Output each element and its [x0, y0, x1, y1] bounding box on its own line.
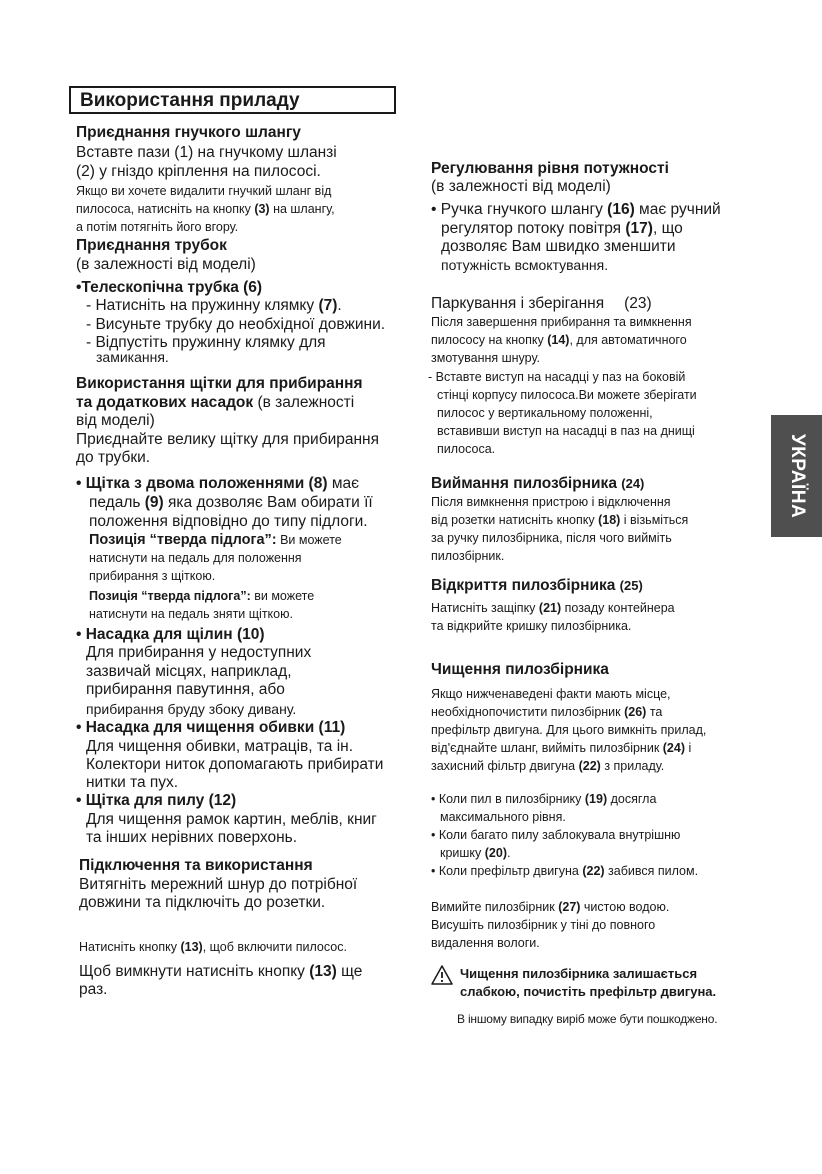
telescopic-step-1: - Натисніть на пружинну клямку (7). — [86, 297, 342, 314]
parking-text-7: вставивши виступ на насадці в паз на днищі — [437, 424, 695, 438]
upholstery-tool-text-1: Для чищення обивки, матраців, та ін. — [86, 738, 354, 755]
power-text-1: • Ручка гнучкого шлангу (16) має ручний — [431, 201, 721, 218]
telescopic-step-3: - Відпустіть пружинну клямку для — [86, 334, 326, 351]
warning-note: В іншому випадку виріб може бути пошкоджено. — [457, 1012, 718, 1026]
clean-bin-text-3: префільтр двигуна. Для цього вимкніть прилад, — [431, 723, 707, 737]
hose-remove-2: пилососа, натисніть на кнопку (3) на шлангу, — [76, 202, 335, 216]
parking-text-6: пилосос у вертикальному положенні, — [437, 406, 653, 420]
remove-bin-text-3: за ручку пилозбірника, після чого вийміть — [431, 531, 672, 545]
parking-text-1: Після завершення прибирання та вимкнення — [431, 315, 692, 329]
two-position-brush-3: положення відповідно до типу підлоги. — [89, 513, 368, 530]
crevice-tool-text-1: Для прибирання у недоступних — [86, 644, 312, 661]
open-bin-text-1: Натисніть защіпку (21) позаду контейнера — [431, 601, 675, 615]
dust-brush-heading: • Щітка для пилу (12) — [76, 792, 237, 809]
hard-floor-text-2: натиснути на педаль для положення — [89, 551, 302, 565]
power-text-3: дозволяє Вам швидко зменшити — [441, 238, 676, 255]
hose-remove-1: Якщо ви хочете видалити гнучкий шланг від — [76, 184, 332, 198]
brush-heading-1: Використання щітки для прибирання — [76, 375, 363, 392]
clean-bin-text-2: необхіднопочистити пилозбірник (26) та — [431, 705, 663, 719]
parking-text-2: пилососу на кнопку (14), для автоматичного — [431, 333, 687, 347]
parking-text-4: - Вставте виступ на насадці у паз на боковій — [428, 370, 686, 384]
condition-2: • Коли багато пилу заблокувала внутрішню — [431, 828, 681, 842]
parking-text-3: змотування шнуру. — [431, 351, 540, 365]
hose-heading: Приєднання гнучкого шлангу — [76, 124, 301, 141]
wash-text-2: Висушіть пилозбірник у тіні до повного — [431, 918, 656, 932]
power-on-instruction: Натисніть кнопку (13), щоб включити пилосос. — [79, 940, 347, 954]
section-title: Використання приладу — [69, 86, 396, 114]
crevice-tool-text-3: прибирання павутиння, або — [86, 681, 285, 698]
tubes-heading: Приєднання трубок — [76, 237, 227, 254]
remove-bin-text-2: від розетки натисніть кнопку (18) і візьміться — [431, 513, 689, 527]
language-tab-label: УКРАЇНА — [786, 433, 808, 519]
crevice-tool-text-2: зазвичай місцях, наприклад, — [86, 663, 292, 680]
soft-floor-position: Позиція “тверда підлога”: ви можете — [89, 589, 315, 603]
condition-3: • Коли префільтр двигуна (22) забився пилом. — [431, 864, 699, 878]
soft-floor-text-2: натиснути на педаль зняти щіткою. — [89, 607, 293, 621]
wash-text-3: видалення вологи. — [431, 936, 540, 950]
clean-bin-heading: Чищення пилозбірника — [431, 661, 609, 678]
hard-floor-position: Позиція “тверда підлога”: Ви можете — [89, 532, 342, 548]
open-bin-heading: Відкриття пилозбірника (25) — [431, 577, 643, 594]
telescopic-step-3b: замикання. — [96, 349, 169, 365]
clean-bin-text-1: Якщо нижченаведені факти мають місце, — [431, 687, 671, 701]
brush-model-note: від моделі) — [76, 412, 155, 429]
power-off-instruction-2: раз. — [79, 981, 108, 998]
two-position-brush-2: педаль (9) яка дозволяє Вам обирати її — [89, 494, 373, 511]
open-bin-text-2: та відкрийте кришку пилозбірника. — [431, 619, 632, 633]
remove-bin-text-1: Після вимкнення пристрою і відключення — [431, 495, 671, 509]
dust-brush-text-2: та інших нерівних поверхонь. — [86, 829, 298, 846]
upholstery-tool-heading: • Насадка для чищення обивки (11) — [76, 719, 346, 736]
parking-text-5: стінці корпусу пилососа.Ви можете зберігати — [437, 388, 697, 402]
warning-text-1: Чищення пилозбірника залишається — [460, 966, 698, 981]
warning-triangle-icon — [431, 965, 453, 985]
wash-text-1: Вимийте пилозбірник (27) чистою водою. — [431, 900, 670, 914]
language-tab — [771, 415, 822, 537]
telescopic-step-2: - Висуньте трубку до необхідної довжини. — [86, 316, 386, 333]
power-text-2: регулятор потоку повітря (17), що — [441, 220, 683, 237]
power-text-4: потужність всмоктування. — [441, 257, 609, 273]
two-position-brush-1: • Щітка з двома положеннями (8) має — [76, 475, 360, 492]
remove-bin-heading: Виймання пилозбірника (24) — [431, 475, 645, 492]
connection-text-2: довжини та підключіть до розетки. — [79, 894, 326, 911]
hose-text-2: (2) у гніздо кріплення на пилососі. — [76, 163, 321, 180]
brush-heading-2: та додаткових насадок (в залежності — [76, 394, 355, 411]
crevice-tool-heading: • Насадка для щілин (10) — [76, 626, 265, 643]
hose-text-1: Вставте пази (1) на гнучкому шланзі — [76, 144, 337, 161]
crevice-tool-text-4: прибирання бруду збоку дивану. — [86, 701, 297, 717]
condition-2b: кришку (20). — [440, 846, 511, 860]
remove-bin-text-4: пилозбірник. — [431, 549, 505, 563]
condition-1b: максимального рівня. — [440, 810, 566, 824]
parking-heading: Паркування і зберігання (23) — [431, 295, 652, 312]
condition-1: • Коли пил в пилозбірнику (19) досягла — [431, 792, 657, 806]
dust-brush-text-1: Для чищення рамок картин, меблів, книг — [86, 811, 377, 828]
power-heading: Регулювання рівня потужності — [431, 160, 669, 177]
clean-bin-text-4: від'єднайте шланг, вийміть пилозбірник (24) і — [431, 741, 692, 755]
power-off-instruction: Щоб вимкнути натисніть кнопку (13) ще — [79, 963, 363, 980]
parking-text-8: пилососа. — [437, 442, 496, 456]
brush-attach-1: Приєднайте велику щітку для прибирання — [76, 431, 379, 448]
upholstery-tool-text-3: нитки та пух. — [86, 774, 179, 791]
hard-floor-text-3: прибирання з щіткою. — [89, 569, 216, 583]
hose-remove-3: а потім потягніть його вгору. — [76, 220, 239, 234]
brush-attach-2: до трубки. — [76, 449, 151, 466]
warning-text-2: слабкою, почистіть префільтр двигуна. — [460, 984, 717, 999]
upholstery-tool-text-2: Колектори ниток допомагають прибирати — [86, 756, 384, 773]
clean-bin-text-5: захисний фільтр двигуна (22) з приладу. — [431, 759, 665, 773]
warning-block — [431, 965, 776, 1005]
connection-heading: Підключення та використання — [79, 857, 313, 874]
telescopic-heading: •Телескопічна трубка (6) — [76, 279, 263, 296]
connection-text-1: Витягніть мережний шнур до потрібної — [79, 876, 358, 893]
power-model-note: (в залежності від моделі) — [431, 178, 611, 195]
tubes-model-note: (в залежності від моделі) — [76, 256, 256, 273]
